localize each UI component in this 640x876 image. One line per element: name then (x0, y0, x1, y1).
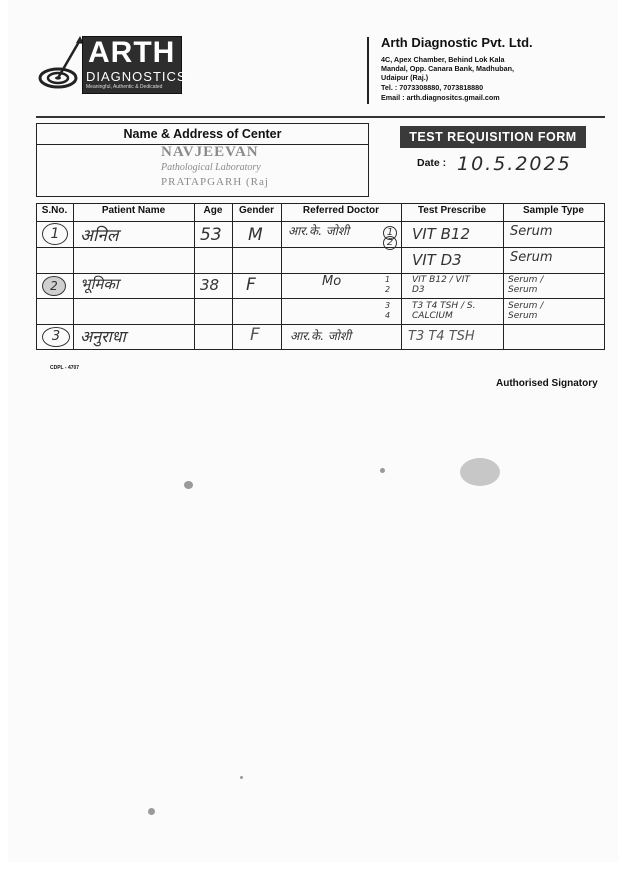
center-address-box (36, 123, 369, 197)
sample-type: Serum (510, 224, 553, 239)
requisition-form-page (8, 0, 618, 862)
header-rule (36, 116, 605, 118)
referred-doctor: Mo (322, 274, 342, 289)
patient-name: अनिल (80, 226, 119, 246)
scan-speck (184, 481, 193, 489)
test-name: VIT B12 (412, 225, 470, 243)
patient-gender: M (248, 225, 263, 245)
date-label: Date : (417, 157, 447, 169)
scan-speck (460, 458, 500, 486)
phone-line: Tel. : 7073308880, 7073818880 (381, 83, 484, 92)
center-box-title: Name & Address of Center (37, 124, 368, 145)
patient-age: 53 (200, 225, 222, 245)
sample-type: Serum / Serum (508, 301, 544, 321)
address-line: Udaipur (Raj.) (381, 73, 429, 82)
patient-name: भूमिका (80, 275, 119, 293)
scan-speck (380, 468, 385, 473)
header-referred-doctor: Referred Doctor (302, 205, 380, 216)
test-number: 1 (383, 226, 397, 240)
address-line: Mandal, Opp. Canara Bank, Madhuban, (381, 64, 514, 73)
test-number: 1 2 (385, 275, 391, 294)
arth-logo (38, 34, 188, 94)
form-code: CDPL - 4707 (50, 365, 80, 371)
header-patient-name: Patient Name (101, 205, 166, 216)
patient-age: 38 (200, 276, 220, 294)
stamp-lab-type: Pathological Laboratory (161, 162, 261, 173)
referred-doctor: आर.के. जोशी (288, 224, 350, 238)
logo-main-text: ARTH (88, 36, 176, 69)
test-name: VIT B12 / VIT D3 (412, 275, 470, 295)
logo-sub-text: DIAGNOSTICS (86, 69, 187, 84)
header-sample-type: Sample Type (523, 205, 584, 216)
test-number: 3 4 (385, 301, 391, 320)
target-arrow-icon (38, 34, 86, 94)
scan-speck (240, 776, 243, 779)
sample-type: Serum (510, 250, 553, 265)
company-name: Arth Diagnostic Pvt. Ltd. (381, 35, 533, 50)
address-line: 4C, Apex Chamber, Behind Lok Kala (381, 55, 505, 64)
referred-doctor: आर.के. जोशी (290, 329, 352, 343)
test-name: T3 T4 TSH (408, 329, 475, 344)
row-sno: 3 (42, 327, 70, 347)
test-name: T3 T4 TSH / S. CALCIUM (412, 301, 476, 321)
stamp-lab-city: PRATAPGARH (Raj (161, 176, 269, 188)
row-sno: 2 (42, 276, 66, 296)
test-number: 2 (383, 236, 397, 250)
patient-gender: F (246, 275, 256, 295)
email-line: Email : arth.diagnositcs.gmail.com (381, 93, 500, 102)
header-age: Age (203, 205, 223, 216)
logo-tagline: Meaningful, Authentic & Dedicated (86, 84, 163, 90)
header-divider (367, 37, 369, 104)
scan-speck (148, 808, 155, 815)
header-test-prescribe: Test Prescribe (417, 205, 487, 216)
sample-type: Serum / Serum (508, 275, 544, 295)
test-name: VIT D3 (412, 251, 462, 269)
patient-gender: F (250, 325, 260, 345)
header-sno: S.No. (41, 205, 68, 216)
stamp-lab-name: NAVJEEVAN (161, 144, 259, 160)
date-value: 10.5.2025 (457, 153, 572, 175)
patient-name: अनुराधा (80, 327, 126, 346)
authorised-signatory: Authorised Signatory (496, 378, 598, 389)
header-gender: Gender (238, 205, 274, 216)
row-sno: 1 (42, 223, 68, 245)
form-title: TEST REQUISITION FORM (400, 126, 586, 148)
patient-table (36, 203, 605, 350)
